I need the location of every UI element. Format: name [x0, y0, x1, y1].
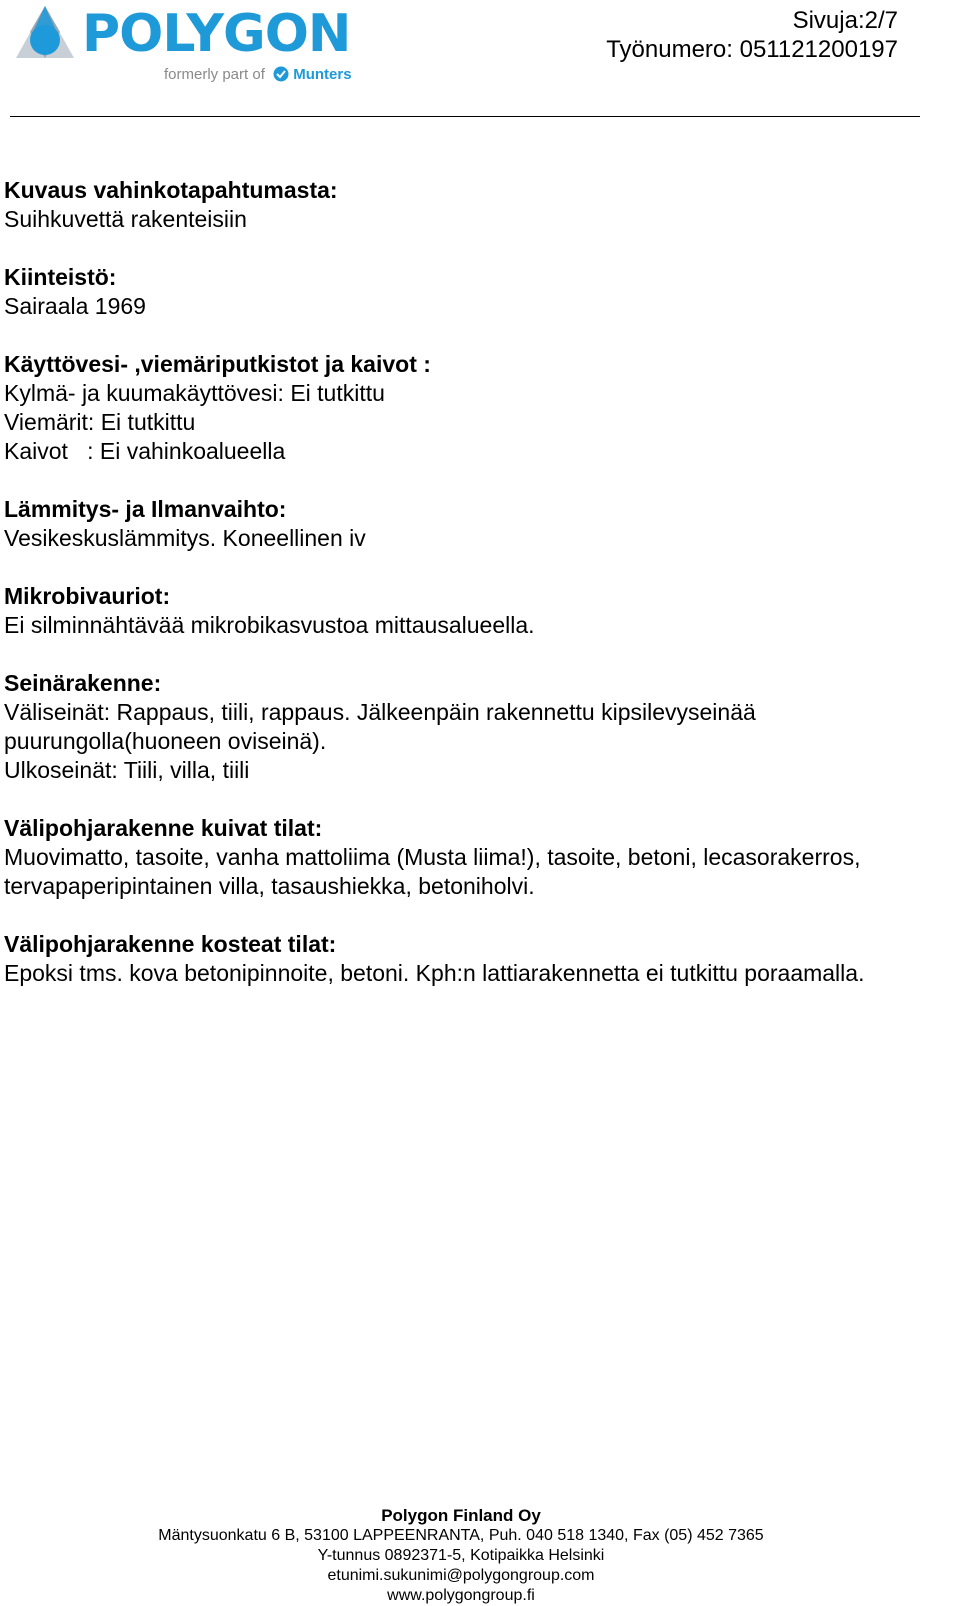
section-property [4, 263, 959, 321]
section-line: tervapaperipintainen villa, tasaushiekka, betoniholvi. [4, 873, 535, 899]
section-heading: Välipohjarakenne kuivat tilat: [4, 815, 323, 841]
section-line: Muovimatto, tasoite, vanha mattoliima (Musta liima!), tasoite, betoni, lecasorakerros, [4, 844, 861, 870]
section-wall-structure [4, 669, 959, 785]
section-line: Ei silminnähtävää mikrobikasvustoa mittausalueella. [4, 612, 535, 638]
section-line: Sairaala 1969 [4, 293, 146, 319]
page-indicator: Sivuja:2/7 [792, 7, 898, 34]
section-floor-dry-rooms [4, 814, 959, 901]
section-heating-ventilation [4, 495, 959, 553]
footer-company: Polygon Finland Oy [381, 1506, 541, 1525]
footer-website: www.polygongroup.fi [387, 1587, 535, 1604]
section-microbial-damage [4, 582, 959, 640]
header-divider [10, 116, 920, 117]
header-meta [606, 6, 898, 64]
section-line: Vesikeskuslämmitys. Koneellinen iv [4, 525, 366, 551]
section-line: Viemärit: Ei tutkittu [4, 409, 196, 435]
munters-check-icon [273, 66, 289, 82]
logo-formerly-text: formerly part of [164, 66, 265, 83]
footer-address: Mäntysuonkatu 6 B, 53100 LAPPEENRANTA, Puh. 040 518 1340, Fax (05) 452 7365 [158, 1527, 764, 1544]
polygon-logo [10, 2, 362, 88]
job-number: Työnumero: 051121200197 [606, 36, 898, 63]
section-heading: Käyttövesi- ,viemäriputkistot ja kaivot : [4, 351, 431, 377]
section-damage-description [4, 176, 959, 234]
footer-business-id: Y-tunnus 0892371-5, Kotipaikka Helsinki [317, 1547, 605, 1564]
section-line: Kylmä- ja kuumakäyttövesi: Ei tutkittu [4, 380, 385, 406]
section-heading: Kuvaus vahinkotapahtumasta: [4, 177, 338, 203]
section-heading: Kiinteistö: [4, 264, 117, 290]
logo-tagline [164, 66, 352, 84]
section-line: Ulkoseinät: Tiili, villa, tiili [4, 757, 250, 783]
section-heading: Välipohjarakenne kosteat tilat: [4, 931, 337, 957]
page-footer [0, 1506, 922, 1606]
section-floor-wet-rooms [4, 930, 959, 988]
section-line: Epoksi tms. kova betonipinnoite, betoni. Kph:n lattiarakennetta ei tutkittu poraamalla. [4, 960, 865, 986]
section-line: Väliseinät: Rappaus, tiili, rappaus. Jälkeenpäin rakennettu kipsilevyseinää [4, 699, 756, 725]
section-heading: Lämmitys- ja Ilmanvaihto: [4, 496, 287, 522]
section-heading: Mikrobivauriot: [4, 583, 171, 609]
logo-wordmark: POLYGON [82, 4, 351, 64]
polygon-emblem-icon [10, 2, 80, 68]
section-heading: Seinärakenne: [4, 670, 162, 696]
section-line: puurungolla(huoneen oviseinä). [4, 728, 327, 754]
footer-email: etunimi.sukunimi@polygongroup.com [327, 1567, 595, 1584]
report-body [4, 176, 959, 1017]
section-line: Suihkuvettä rakenteisiin [4, 206, 247, 232]
section-line: Kaivot : Ei vahinkoalueella [4, 438, 286, 464]
logo-parent-brand: Munters [293, 66, 352, 83]
section-plumbing [4, 350, 959, 466]
